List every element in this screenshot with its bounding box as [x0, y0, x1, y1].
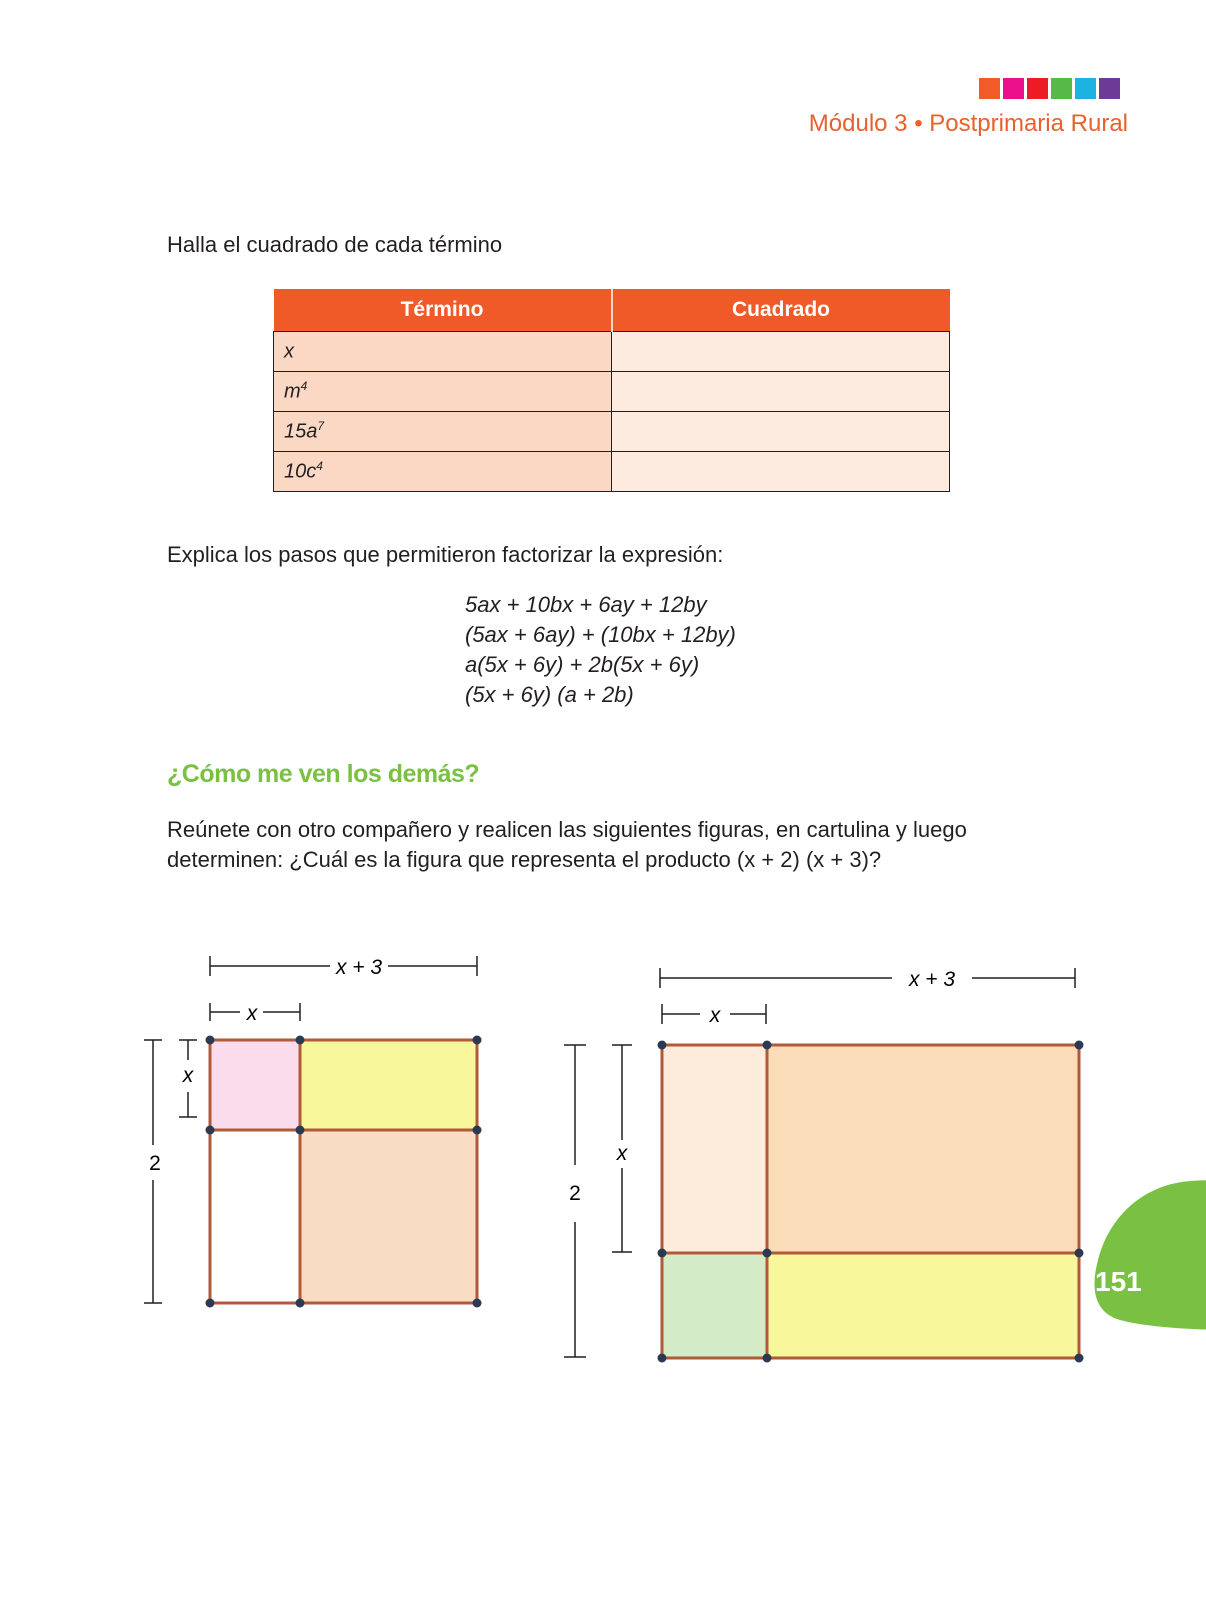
term-cell: $m^4$ [274, 372, 612, 412]
right-inner-top-label: x [709, 1004, 721, 1027]
right-peach-rect [767, 1045, 1079, 1253]
right-green-square [662, 1253, 767, 1358]
right-top-label: x + 3 [908, 968, 956, 991]
figures-prompt: Reúnete con otro compañero y realicen las siguientes figuras, en cartulina y luego determinen: ¿Cuál es la figura que representa el producto (x + 2) (x + 3)? [167, 817, 967, 872]
right-outer-left-label: 2 [569, 1182, 581, 1205]
factor-prompt: Explica los pasos que permitieron factorizar la expresión: [167, 542, 724, 567]
term-cell: x [274, 332, 612, 372]
factor-step: (5x + 6y) (a + 2b) [465, 682, 634, 707]
left-outer-left-label: 2 [149, 1152, 161, 1175]
factor-step: (5ax + 6ay) + (10bx + 12by) [465, 622, 736, 647]
right-cream-rect [662, 1045, 767, 1253]
module-title: Módulo 3 • Postprimaria Rural [808, 110, 1128, 137]
factor-step: 5ax + 10bx + 6ay + 12by [465, 592, 707, 617]
left-inner-left-label: x [182, 1064, 194, 1087]
right-inner-left-label: x [616, 1142, 628, 1165]
left-top-label: x + 3 [335, 956, 383, 979]
section-heading: ¿Cómo me ven los demás? [167, 760, 480, 788]
right-yellow-rect [767, 1253, 1079, 1358]
table-header-square: Cuadrado [612, 289, 950, 332]
term-cell: $10c^4$ [274, 452, 612, 492]
page-number-blob [1090, 1180, 1206, 1330]
squares-prompt: Halla el cuadrado de cada término [167, 232, 503, 257]
left-inner-top-label: x [246, 1002, 258, 1025]
factor-step: a(5x + 6y) + 2b(5x + 6y) [465, 652, 700, 677]
page-number: 151 [1095, 1266, 1142, 1297]
term-cell: $15a^7$ [274, 412, 612, 452]
table-header-term: Término [274, 289, 612, 332]
